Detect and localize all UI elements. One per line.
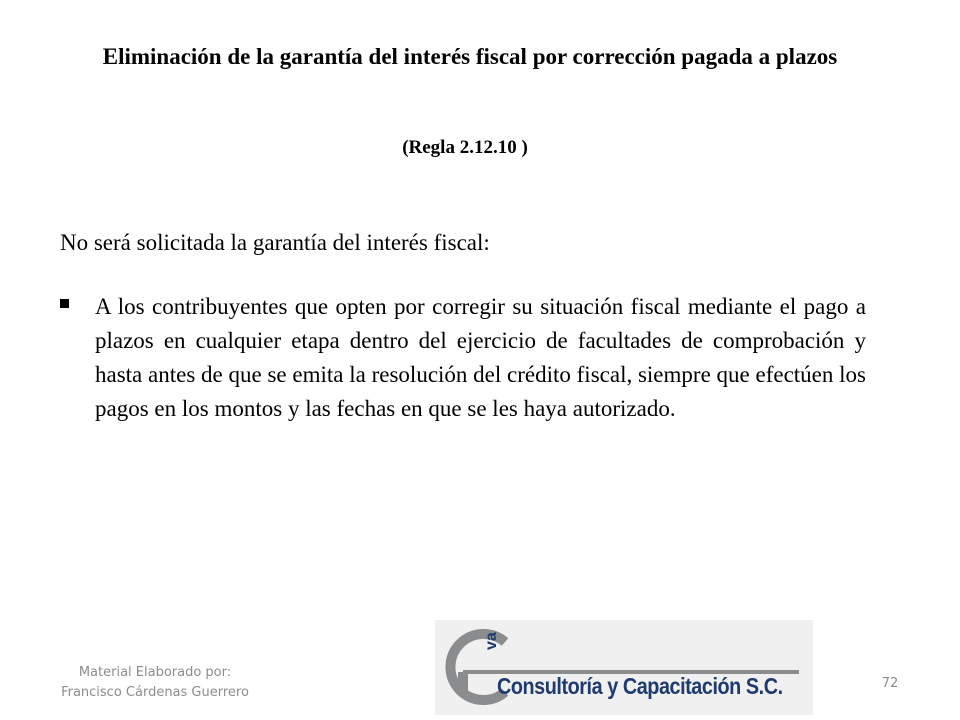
bullet-item xyxy=(60,290,866,426)
bullet-text: A los contribuyentes que opten por corregir su situación fiscal mediante el pago a plazos en cualquier etapa dentro del ejercicio de facultades de comprobación y hasta antes de que se emita la resolución del crédito fiscal, siempre que efectúen los pagos en los montos y las fechas en que se les haya autorizado. xyxy=(95,294,866,421)
credit-line-2: Francisco Cárdenas Guerrero xyxy=(61,685,249,700)
footer-credit xyxy=(40,663,270,703)
credit-line-1: Material Elaborado por: xyxy=(78,665,232,680)
logo-company-name: Consultoría y Capacitación S.C. xyxy=(497,673,783,699)
logo-letters: va xyxy=(483,632,500,650)
rule-reference: (Regla 2.12.10 ) xyxy=(402,137,528,158)
intro-text: No será solicitada la garantía del interés fiscal: xyxy=(60,230,490,255)
square-bullet-icon xyxy=(60,299,69,308)
slide-title: Eliminación de la garantía del interés fiscal por corrección pagada a plazos xyxy=(102,44,838,69)
page-number: 72 xyxy=(881,676,899,691)
company-logo xyxy=(435,620,813,715)
